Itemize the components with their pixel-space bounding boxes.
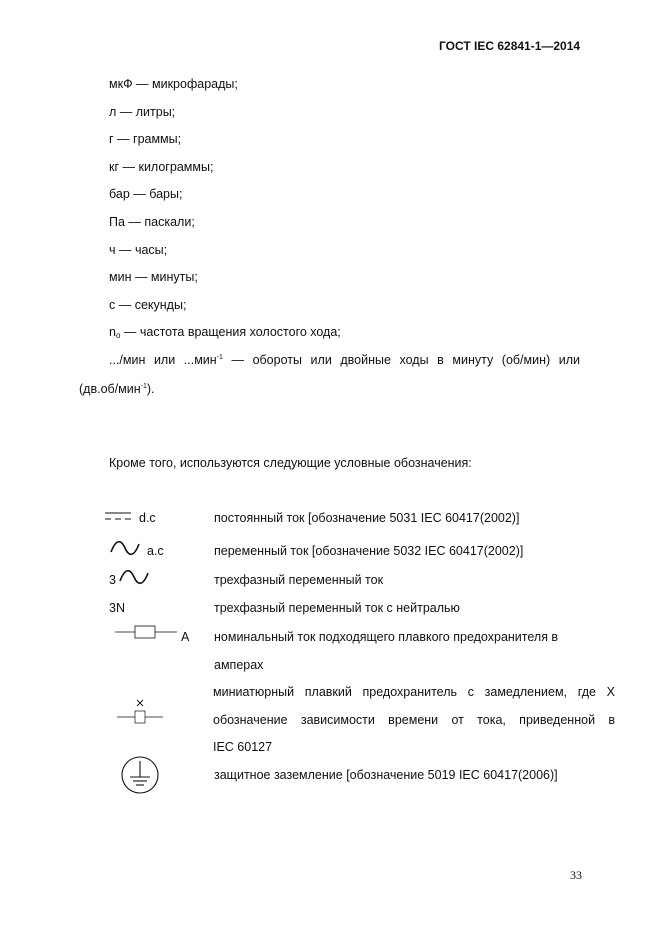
three-phase-n-description: трехфазный переменный ток с нейтралью <box>214 601 460 615</box>
rpm-line2-end: ). <box>146 382 155 396</box>
unit-line: л — литры; <box>109 105 176 119</box>
unit-line: кг — килограммы; <box>109 160 214 174</box>
earth-description: защитное заземление [обозначение 5019 IEC 60417(2006)] <box>214 768 558 782</box>
three-phase-n-label: 3N <box>109 601 125 615</box>
unit-line: бар — бары; <box>109 187 183 201</box>
three-phase-label: 3 <box>109 573 116 587</box>
fuse-label: A <box>181 630 190 644</box>
unit-line: мкФ — микрофарады; <box>109 77 238 91</box>
n-subscript: o <box>115 331 121 340</box>
unit-line: мин — минуты; <box>109 270 198 284</box>
symbols-intro: Кроме того, используются следующие условные обозначения: <box>109 456 472 470</box>
fuse-description-continued: амперах <box>214 658 264 672</box>
unit-line: ч — часы; <box>109 243 168 257</box>
rpm-part2: — обороты или двойные ходы в минуту (об/мин) или <box>222 353 580 367</box>
rpm-sup1: -1 <box>216 354 223 361</box>
ac-current-icon <box>119 569 149 585</box>
page-number: 33 <box>570 868 582 882</box>
three-phase-description: трехфазный переменный ток <box>214 573 384 587</box>
idle-speed-text: — частота вращения холостого хода; <box>120 325 341 339</box>
ac-current-icon <box>110 540 140 556</box>
document-header: ГОСТ IEC 62841-1—2014 <box>439 39 581 53</box>
slow-fuse-description-end: IEC 60127 <box>213 740 273 754</box>
ac-label: a.c <box>147 544 164 558</box>
rpm-sup2: -1 <box>140 383 147 390</box>
slow-fuse-description-continued: обозначение зависимости времени от тока, приведенной в <box>213 713 615 727</box>
unit-line: с — секунды; <box>109 298 187 312</box>
fuse-description: номинальный ток подходящего плавкого предохранителя в <box>214 630 559 644</box>
rpm-part1: .../мин или ...мин <box>109 353 217 367</box>
slow-fuse-description: миниатюрный плавкий предохранитель с замедлением, где X <box>213 685 615 699</box>
ac-description: переменный ток [обозначение 5032 IEC 60417(2002)] <box>214 544 524 558</box>
fuse-icon <box>115 624 177 640</box>
unit-line: г — граммы; <box>109 132 182 146</box>
unit-line: Па — паскали; <box>109 215 195 229</box>
rpm-line-continued <box>79 383 155 396</box>
dc-current-icon <box>105 511 133 523</box>
dc-label: d.c <box>139 511 156 525</box>
rpm-line <box>109 354 580 367</box>
dc-description: постоянный ток [обозначение 5031 IEC 60417(2002)] <box>214 511 520 525</box>
rpm-line2: (дв.об/мин <box>79 382 141 396</box>
n-symbol: n <box>109 325 116 339</box>
protective-earth-icon <box>120 755 160 795</box>
slow-blow-fuse-icon <box>117 697 163 725</box>
idle-speed-line <box>109 326 341 339</box>
